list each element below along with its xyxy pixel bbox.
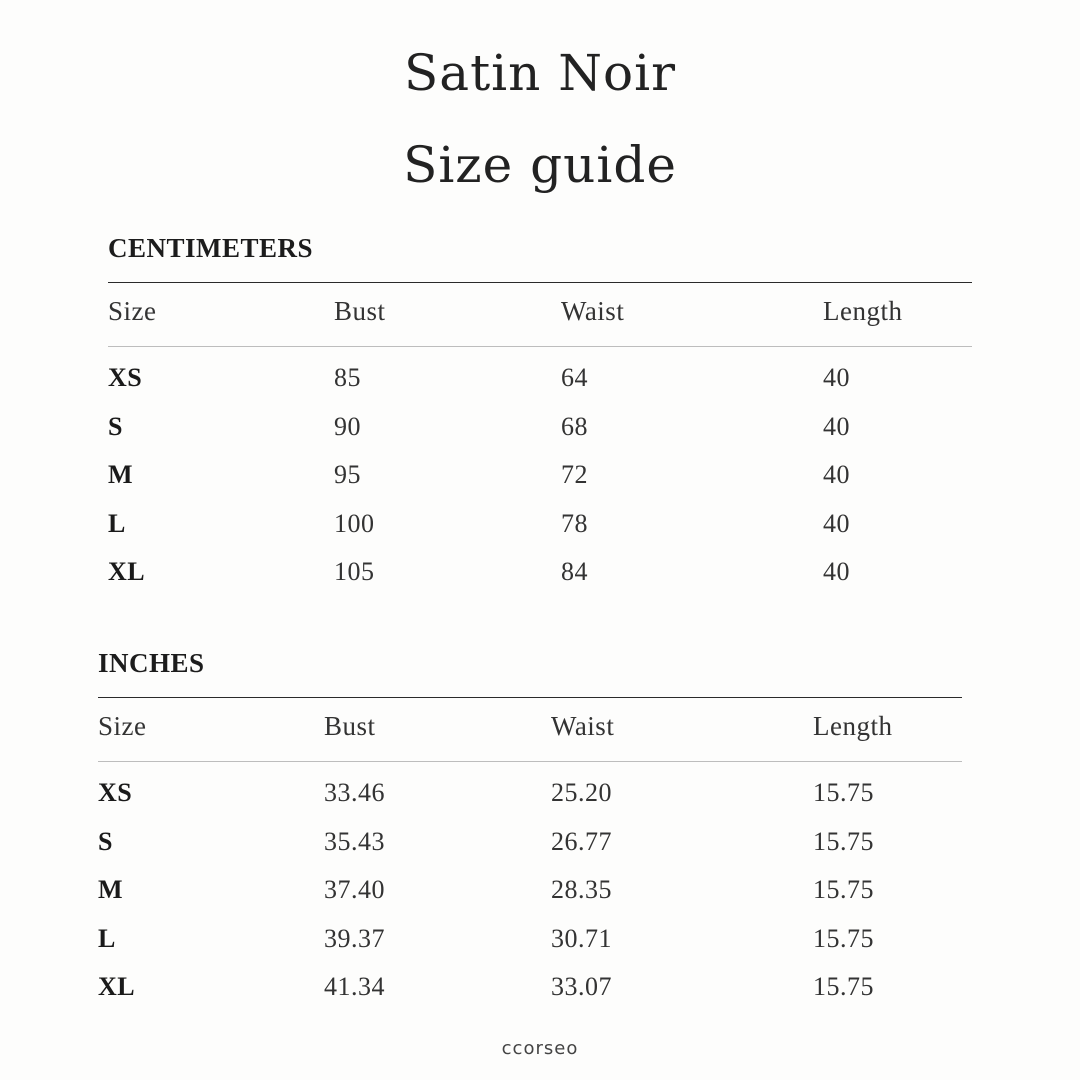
length-cell: 15.75: [813, 875, 874, 904]
table-row: [98, 865, 962, 914]
column-header-bust: Bust: [334, 296, 386, 326]
length-cell: 15.75: [813, 923, 874, 953]
size-cell: XS: [108, 363, 143, 392]
table-row: [108, 402, 972, 451]
table-row: [98, 962, 962, 1011]
size-cell: XS: [98, 778, 133, 807]
waist-cell: 25.20: [551, 778, 612, 807]
length-cell: 40: [823, 557, 850, 586]
table-row: [108, 547, 972, 596]
inches-section: [98, 647, 962, 1011]
bust-cell: 90: [334, 411, 361, 441]
bust-cell: 33.46: [324, 778, 385, 807]
product-title: Satin Noir: [404, 44, 676, 102]
waist-cell: 72: [561, 460, 588, 489]
column-header-length: Length: [823, 296, 903, 326]
size-cell: XL: [98, 972, 136, 1001]
size-cell: S: [98, 826, 113, 856]
bust-cell: 41.34: [324, 972, 385, 1001]
brand-footer: ccorseo: [501, 1038, 579, 1059]
inches-heading: INCHES: [98, 648, 205, 678]
centimeters-section: [108, 232, 972, 596]
bust-cell: 85: [334, 363, 361, 392]
waist-cell: 64: [561, 363, 588, 392]
waist-cell: 30.71: [551, 923, 612, 953]
table-row: [108, 499, 972, 548]
table-row: [108, 450, 972, 499]
size-cell: L: [108, 508, 126, 538]
size-cell: M: [98, 875, 124, 904]
column-header-bust: Bust: [324, 711, 376, 741]
table-row: [108, 353, 972, 402]
table-header-row: [98, 698, 962, 761]
column-header-waist: Waist: [551, 711, 615, 741]
size-cell: L: [98, 923, 116, 953]
length-cell: 15.75: [813, 972, 874, 1001]
length-cell: 40: [823, 460, 850, 489]
length-cell: 40: [823, 411, 850, 441]
length-cell: 40: [823, 363, 850, 392]
column-header-length: Length: [813, 711, 893, 741]
waist-cell: 68: [561, 411, 588, 441]
column-header-size: Size: [108, 296, 157, 326]
bust-cell: 100: [334, 508, 375, 538]
bust-cell: 37.40: [324, 875, 385, 904]
table-row: [98, 768, 962, 817]
size-cell: XL: [108, 557, 146, 586]
page-title: Size guide: [403, 136, 677, 194]
size-cell: S: [108, 411, 123, 441]
length-cell: 40: [823, 508, 850, 538]
waist-cell: 26.77: [551, 826, 612, 856]
length-cell: 15.75: [813, 826, 874, 856]
table-row: [98, 914, 962, 963]
column-header-waist: Waist: [561, 296, 625, 326]
bust-cell: 95: [334, 460, 361, 489]
waist-cell: 28.35: [551, 875, 612, 904]
column-header-size: Size: [98, 711, 147, 741]
centimeters-heading: CENTIMETERS: [108, 233, 314, 263]
waist-cell: 84: [561, 557, 588, 586]
size-cell: M: [108, 460, 134, 489]
waist-cell: 33.07: [551, 972, 612, 1001]
bust-cell: 35.43: [324, 826, 385, 856]
table-header-row: [108, 283, 972, 346]
length-cell: 15.75: [813, 778, 874, 807]
bust-cell: 39.37: [324, 923, 385, 953]
table-row: [98, 817, 962, 866]
waist-cell: 78: [561, 508, 588, 538]
bust-cell: 105: [334, 557, 375, 586]
